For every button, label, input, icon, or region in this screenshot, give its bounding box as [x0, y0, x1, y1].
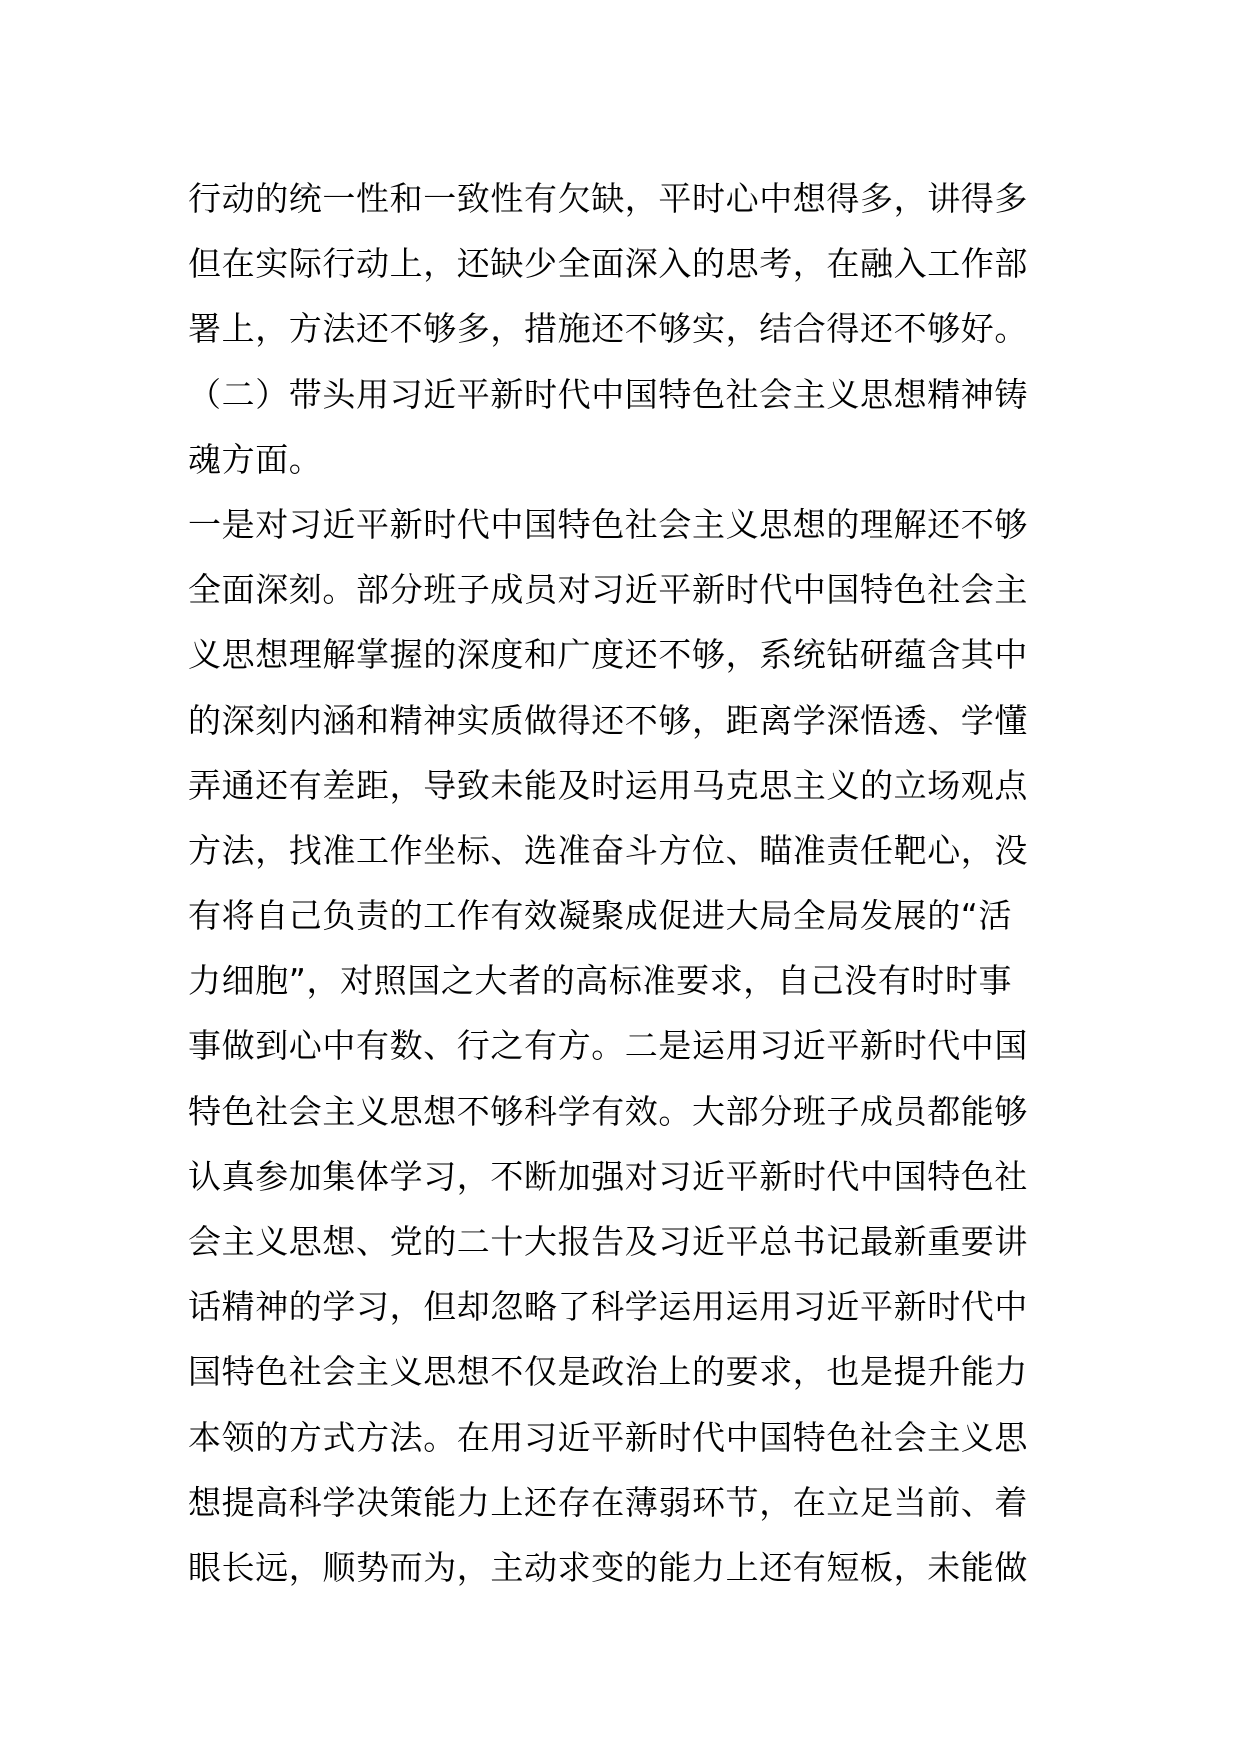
text-line: 方法，找准工作坐标、选准奋斗方位、瞄准责任靶心，没 [188, 830, 1028, 870]
text-line: 行动的统一性和一致性有欠缺，平时心中想得多，讲得多 [188, 179, 1028, 218]
text-line: 但在实际行动上，还缺少全面深入的思考，在融入工作部 [188, 244, 1028, 284]
text-line: 想提高科学决策能力上还存在薄弱环节，在立足当前、着 [188, 1482, 1028, 1522]
text-line: 特色社会主义思想不够科学有效。大部分班子成员都能够 [188, 1091, 1028, 1131]
body-text [188, 166, 1058, 1600]
text-line: 义思想理解掌握的深度和广度还不够，系统钻研蕴含其中 [188, 635, 1028, 675]
text-line: 本领的方式方法。在用习近平新时代中国特色社会主义思 [188, 1417, 1028, 1457]
section-heading-line: （二）带头用习近平新时代中国特色社会主义思想精神铸 [188, 374, 1028, 414]
text-line: 力细胞”，对照国之大者的高标准要求，自己没有时时事 [188, 961, 1013, 1001]
text-line: 认真参加集体学习，不断加强对习近平新时代中国特色社 [188, 1156, 1028, 1196]
text-line: 一是对习近平新时代中国特色社会主义思想的理解还不够 [188, 504, 1028, 544]
text-line: 话精神的学习，但却忽略了科学运用运用习近平新时代中 [188, 1287, 1028, 1327]
section-heading-line: 魂方面。 [188, 439, 323, 479]
text-line: 国特色社会主义思想不仅是政治上的要求，也是提升能力 [188, 1352, 1028, 1392]
text-line: 全面深刻。部分班子成员对习近平新时代中国特色社会主 [188, 570, 1028, 610]
text-line: 事做到心中有数、行之有方。二是运用习近平新时代中国 [188, 1026, 1028, 1066]
text-line: 有将自己负责的工作有效凝聚成促进大局全局发展的“活 [188, 896, 1013, 936]
text-line: 的深刻内涵和精神实质做得还不够，距离学深悟透、学懂 [188, 700, 1028, 740]
text-line: 会主义思想、党的二十大报告及习近平总书记最新重要讲 [188, 1222, 1028, 1261]
text-line: 署上，方法还不够多，措施还不够实，结合得还不够好。 [188, 309, 1028, 349]
text-line: 眼长远，顺势而为，主动求变的能力上还有短板，未能做 [188, 1547, 1028, 1587]
text-line: 弄通还有差距，导致未能及时运用马克思主义的立场观点 [188, 765, 1028, 805]
